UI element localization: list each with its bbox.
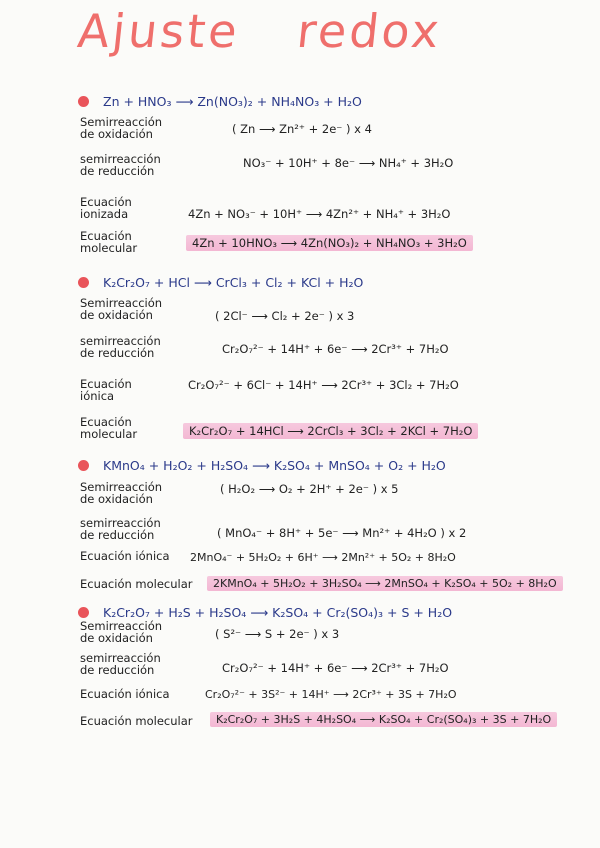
reaction-1-equation: Zn + HNO₃ ⟶ Zn(NO₃)₂ + NH₄NO₃ + H₂O xyxy=(103,94,362,109)
eq-oxidation-4: ( S²⁻ ⟶ S + 2e⁻ ) x 3 xyxy=(215,627,340,641)
label-oxidation-2 xyxy=(80,297,162,321)
eq-oxidation-2: ( 2Cl⁻ ⟶ Cl₂ + 2e⁻ ) x 3 xyxy=(215,309,355,323)
label-text: semirreacción de reducción xyxy=(80,651,161,677)
label-molecular-4 xyxy=(80,715,193,727)
label-oxidation-4 xyxy=(80,620,162,644)
label-text: semirreacción de reducción xyxy=(80,516,161,542)
eq-molecular-4: K₂Cr₂O₇ + 3H₂S + 4H₂SO₄ ⟶ K₂SO₄ + Cr₂(SO₄)₃ + 3S + 7H₂O xyxy=(210,712,557,727)
eq-ionic-3: 2MnO₄⁻ + 5H₂O₂ + 6H⁺ ⟶ 2Mn²⁺ + 5O₂ + 8H₂O xyxy=(190,551,456,564)
label-text: Ecuación iónica xyxy=(80,687,170,701)
label-molecular-1 xyxy=(80,230,137,254)
label-reduction-1 xyxy=(80,153,161,177)
eq-oxidation-1: ( Zn ⟶ Zn²⁺ + 2e⁻ ) x 4 xyxy=(232,122,372,136)
label-ionic-4 xyxy=(80,688,170,700)
label-reduction-2 xyxy=(80,335,161,359)
eq-reduction-2: Cr₂O₇²⁻ + 14H⁺ + 6e⁻ ⟶ 2Cr³⁺ + 7H₂O xyxy=(222,342,449,356)
eq-molecular-2: K₂Cr₂O₇ + 14HCl ⟶ 2CrCl₃ + 3Cl₂ + 2KCl + 7H₂O xyxy=(183,423,478,439)
reaction-4-equation: K₂Cr₂O₇ + H₂S + H₂SO₄ ⟶ K₂SO₄ + Cr₂(SO₄)₃ + S + H₂O xyxy=(103,605,453,620)
label-ionic-1 xyxy=(80,196,132,220)
label-molecular-2 xyxy=(80,416,137,440)
label-text: Ecuación ionizada xyxy=(80,195,132,221)
label-ionic-3 xyxy=(80,550,170,562)
label-text: Ecuación iónica xyxy=(80,549,170,563)
label-text: Ecuación molecular xyxy=(80,229,138,255)
label-text: semirreacción de reducción xyxy=(80,152,161,178)
bullet-dot-icon xyxy=(78,607,89,618)
bullet-dot-icon xyxy=(78,96,89,107)
reaction-4 xyxy=(78,605,452,620)
reaction-3-equation: KMnO₄ + H₂O₂ + H₂SO₄ ⟶ K₂SO₄ + MnSO₄ + O₂ + H₂O xyxy=(103,458,446,473)
label-text: semirreacción de reducción xyxy=(80,334,161,360)
label-text: Semirreacción de oxidación xyxy=(80,480,163,506)
eq-ionic-2: Cr₂O₇²⁻ + 6Cl⁻ + 14H⁺ ⟶ 2Cr³⁺ + 3Cl₂ + 7H₂O xyxy=(188,378,459,392)
label-text: Ecuación molecular xyxy=(80,577,193,591)
bullet-dot-icon xyxy=(78,277,89,288)
reaction-2-equation: K₂Cr₂O₇ + HCl ⟶ CrCl₃ + Cl₂ + KCl + H₂O xyxy=(103,275,364,290)
bullet-dot-icon xyxy=(78,460,89,471)
label-oxidation-3 xyxy=(80,481,162,505)
label-text: Ecuación molecular xyxy=(80,415,138,441)
reaction-2 xyxy=(78,275,363,290)
label-reduction-3 xyxy=(80,517,161,541)
eq-reduction-3: ( MnO₄⁻ + 8H⁺ + 5e⁻ ⟶ Mn²⁺ + 4H₂O ) x 2 xyxy=(217,526,467,540)
label-ionic-2 xyxy=(80,378,132,402)
eq-molecular-1: 4Zn + 10HNO₃ ⟶ 4Zn(NO₃)₂ + NH₄NO₃ + 3H₂O xyxy=(186,235,473,251)
label-text: Semirreacción de oxidación xyxy=(80,619,163,645)
eq-ionic-4: Cr₂O₇²⁻ + 3S²⁻ + 14H⁺ ⟶ 2Cr³⁺ + 3S + 7H₂O xyxy=(205,688,457,701)
reaction-3 xyxy=(78,458,446,473)
label-text: Ecuación iónica xyxy=(80,377,132,403)
eq-ionic-1: 4Zn + NO₃⁻ + 10H⁺ ⟶ 4Zn²⁺ + NH₄⁺ + 3H₂O xyxy=(188,207,451,221)
eq-reduction-1: NO₃⁻ + 10H⁺ + 8e⁻ ⟶ NH₄⁺ + 3H₂O xyxy=(243,156,454,170)
label-text: Semirreacción de oxidación xyxy=(80,115,163,141)
label-molecular-3 xyxy=(80,578,193,590)
page-title: Ajuste redox xyxy=(75,4,445,58)
eq-molecular-3: 2KMnO₄ + 5H₂O₂ + 3H₂SO₄ ⟶ 2MnSO₄ + K₂SO₄ + 5O₂ + 8H₂O xyxy=(207,576,563,591)
label-text: Semirreacción de oxidación xyxy=(80,296,163,322)
label-oxidation-1 xyxy=(80,116,162,140)
label-text: Ecuación molecular xyxy=(80,714,193,728)
label-reduction-4 xyxy=(80,652,161,676)
eq-reduction-4: Cr₂O₇²⁻ + 14H⁺ + 6e⁻ ⟶ 2Cr³⁺ + 7H₂O xyxy=(222,661,449,675)
reaction-1 xyxy=(78,94,362,109)
eq-oxidation-3: ( H₂O₂ ⟶ O₂ + 2H⁺ + 2e⁻ ) x 5 xyxy=(220,482,399,496)
